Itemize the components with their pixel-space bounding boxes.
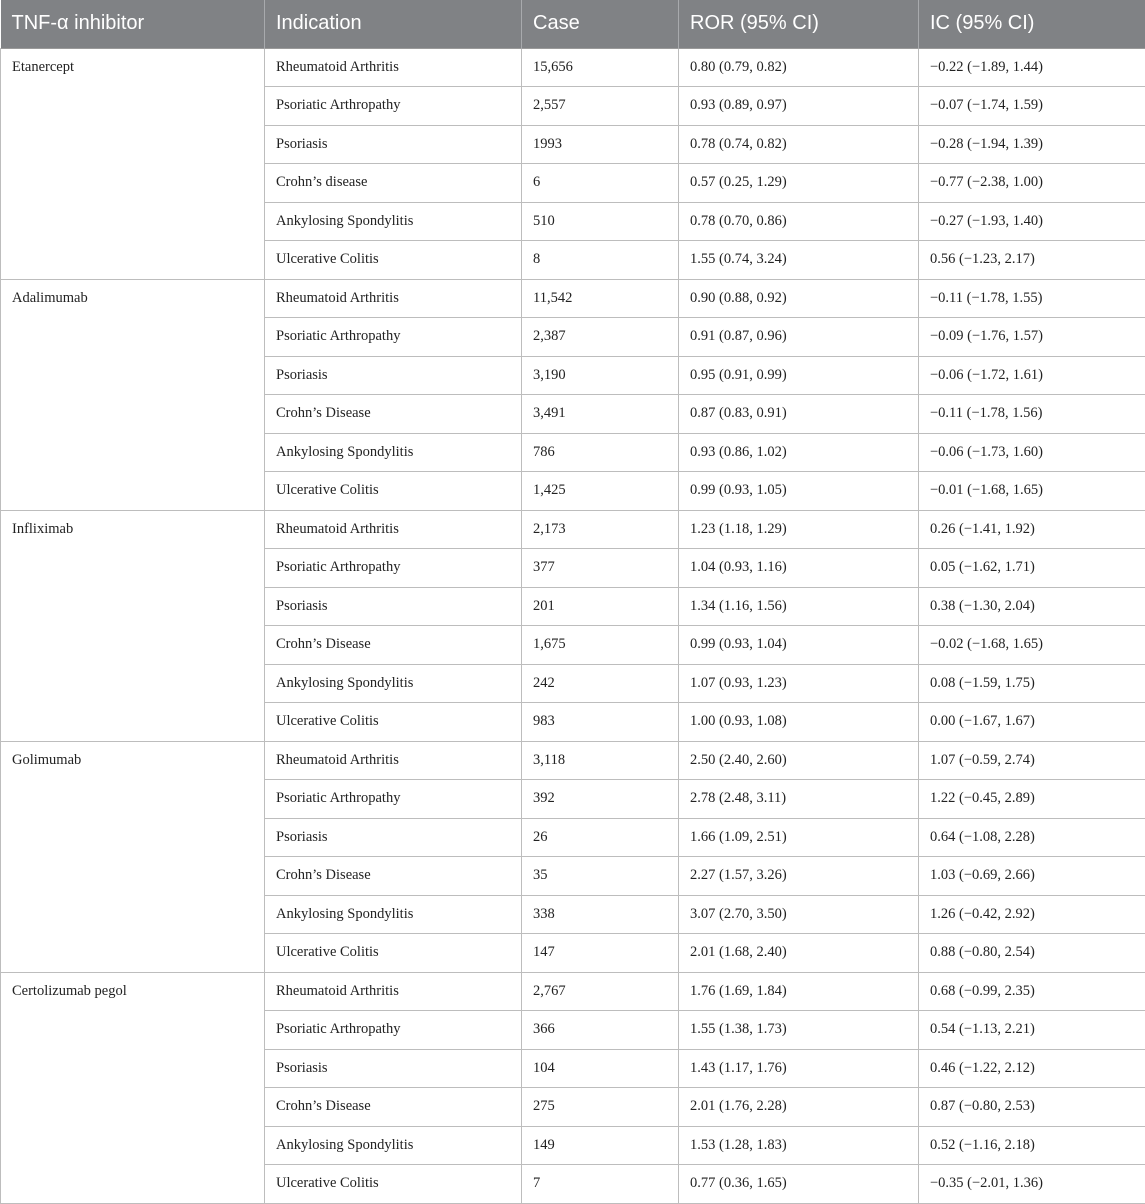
ic-cell: 1.07 (−0.59, 2.74) [919,741,1145,780]
table-row [1,741,1145,780]
ror-cell: 2.01 (1.68, 2.40) [679,934,919,973]
indication-cell: Psoriatic Arthropathy [265,87,522,126]
ic-cell: 0.54 (−1.13, 2.21) [919,1011,1145,1050]
ror-cell: 0.99 (0.93, 1.05) [679,472,919,511]
ic-cell: 0.88 (−0.80, 2.54) [919,934,1145,973]
ror-cell: 1.00 (0.93, 1.08) [679,703,919,742]
ic-cell: 0.08 (−1.59, 1.75) [919,664,1145,703]
ic-cell: −0.77 (−2.38, 1.00) [919,164,1145,203]
ic-cell: 0.38 (−1.30, 2.04) [919,587,1145,626]
indication-cell: Crohn’s Disease [265,626,522,665]
indication-cell: Crohn’s disease [265,164,522,203]
indication-cell: Rheumatoid Arthritis [265,510,522,549]
case-cell: 1,425 [522,472,679,511]
case-cell: 3,118 [522,741,679,780]
indication-cell: Ankylosing Spondylitis [265,664,522,703]
ic-cell: −0.07 (−1.74, 1.59) [919,87,1145,126]
ic-cell: −0.22 (−1.89, 1.44) [919,48,1145,87]
case-cell: 392 [522,780,679,819]
indication-cell: Ulcerative Colitis [265,934,522,973]
case-cell: 242 [522,664,679,703]
ror-cell: 2.01 (1.76, 2.28) [679,1088,919,1127]
case-cell: 983 [522,703,679,742]
indication-cell: Rheumatoid Arthritis [265,279,522,318]
drug-name-cell: Certolizumab pegol [1,972,265,1203]
case-cell: 1,675 [522,626,679,665]
ic-cell: −0.28 (−1.94, 1.39) [919,125,1145,164]
ror-cell: 1.34 (1.16, 1.56) [679,587,919,626]
indication-cell: Crohn’s Disease [265,1088,522,1127]
ror-cell: 2.27 (1.57, 3.26) [679,857,919,896]
ror-cell: 1.07 (0.93, 1.23) [679,664,919,703]
ror-cell: 1.43 (1.17, 1.76) [679,1049,919,1088]
indication-cell: Ankylosing Spondylitis [265,1126,522,1165]
table-body [1,48,1145,1203]
ror-cell: 0.95 (0.91, 0.99) [679,356,919,395]
drug-name-cell: Infliximab [1,510,265,741]
case-cell: 510 [522,202,679,241]
ror-cell: 0.93 (0.86, 1.02) [679,433,919,472]
case-cell: 2,767 [522,972,679,1011]
ic-cell: −0.11 (−1.78, 1.55) [919,279,1145,318]
case-cell: 26 [522,818,679,857]
case-cell: 786 [522,433,679,472]
ror-cell: 0.78 (0.74, 0.82) [679,125,919,164]
ror-cell: 0.87 (0.83, 0.91) [679,395,919,434]
case-cell: 1993 [522,125,679,164]
drug-name-cell: Etanercept [1,48,265,279]
ror-cell: 0.78 (0.70, 0.86) [679,202,919,241]
case-cell: 338 [522,895,679,934]
case-cell: 2,387 [522,318,679,357]
indication-cell: Ulcerative Colitis [265,703,522,742]
table-row [1,510,1145,549]
header-case: Case [522,0,679,48]
ror-cell: 0.57 (0.25, 1.29) [679,164,919,203]
header-row [1,0,1145,48]
ror-cell: 0.80 (0.79, 0.82) [679,48,919,87]
ic-cell: −0.09 (−1.76, 1.57) [919,318,1145,357]
ic-cell: −0.06 (−1.72, 1.61) [919,356,1145,395]
ic-cell: 0.00 (−1.67, 1.67) [919,703,1145,742]
case-cell: 147 [522,934,679,973]
ror-cell: 0.90 (0.88, 0.92) [679,279,919,318]
ror-cell: 1.55 (1.38, 1.73) [679,1011,919,1050]
case-cell: 377 [522,549,679,588]
ror-cell: 0.99 (0.93, 1.04) [679,626,919,665]
ror-cell: 2.78 (2.48, 3.11) [679,780,919,819]
case-cell: 3,190 [522,356,679,395]
ic-cell: −0.02 (−1.68, 1.65) [919,626,1145,665]
table-row [1,279,1145,318]
drug-name-cell: Golimumab [1,741,265,972]
indication-cell: Psoriatic Arthropathy [265,780,522,819]
header-ror: ROR (95% CI) [679,0,919,48]
case-cell: 7 [522,1165,679,1204]
case-cell: 3,491 [522,395,679,434]
ic-cell: 1.26 (−0.42, 2.92) [919,895,1145,934]
case-cell: 275 [522,1088,679,1127]
case-cell: 201 [522,587,679,626]
indication-cell: Psoriatic Arthropathy [265,318,522,357]
ic-cell: 0.68 (−0.99, 2.35) [919,972,1145,1011]
indication-cell: Ankylosing Spondylitis [265,433,522,472]
ror-cell: 1.53 (1.28, 1.83) [679,1126,919,1165]
ic-cell: −0.11 (−1.78, 1.56) [919,395,1145,434]
case-cell: 104 [522,1049,679,1088]
table-row [1,48,1145,87]
ror-cell: 1.23 (1.18, 1.29) [679,510,919,549]
case-cell: 366 [522,1011,679,1050]
case-cell: 6 [522,164,679,203]
indication-cell: Ulcerative Colitis [265,1165,522,1204]
indication-cell: Ankylosing Spondylitis [265,895,522,934]
case-cell: 149 [522,1126,679,1165]
ic-cell: 0.26 (−1.41, 1.92) [919,510,1145,549]
ic-cell: −0.27 (−1.93, 1.40) [919,202,1145,241]
indication-cell: Ulcerative Colitis [265,241,522,280]
ic-cell: 1.22 (−0.45, 2.89) [919,780,1145,819]
ror-cell: 1.55 (0.74, 3.24) [679,241,919,280]
indication-cell: Ankylosing Spondylitis [265,202,522,241]
case-cell: 8 [522,241,679,280]
ror-cell: 2.50 (2.40, 2.60) [679,741,919,780]
indication-cell: Rheumatoid Arthritis [265,972,522,1011]
ic-cell: 0.05 (−1.62, 1.71) [919,549,1145,588]
case-cell: 2,173 [522,510,679,549]
ror-cell: 3.07 (2.70, 3.50) [679,895,919,934]
ic-cell: 0.46 (−1.22, 2.12) [919,1049,1145,1088]
indication-cell: Psoriasis [265,1049,522,1088]
table-row [1,972,1145,1011]
indication-cell: Psoriatic Arthropathy [265,1011,522,1050]
ic-cell: −0.01 (−1.68, 1.65) [919,472,1145,511]
ror-cell: 1.76 (1.69, 1.84) [679,972,919,1011]
indication-cell: Crohn’s Disease [265,395,522,434]
case-cell: 2,557 [522,87,679,126]
ic-cell: 0.64 (−1.08, 2.28) [919,818,1145,857]
indication-cell: Psoriasis [265,125,522,164]
ic-cell: 0.56 (−1.23, 2.17) [919,241,1145,280]
indication-cell: Rheumatoid Arthritis [265,48,522,87]
table-header [1,0,1145,48]
header-tnf-inhibitor: TNF-α inhibitor [1,0,265,48]
indication-cell: Psoriasis [265,356,522,395]
ic-cell: −0.06 (−1.73, 1.60) [919,433,1145,472]
case-cell: 11,542 [522,279,679,318]
ror-cell: 0.91 (0.87, 0.96) [679,318,919,357]
ic-cell: 0.52 (−1.16, 2.18) [919,1126,1145,1165]
case-cell: 35 [522,857,679,896]
indication-cell: Ulcerative Colitis [265,472,522,511]
ic-cell: 0.87 (−0.80, 2.53) [919,1088,1145,1127]
indication-cell: Rheumatoid Arthritis [265,741,522,780]
header-indication: Indication [265,0,522,48]
drug-name-cell: Adalimumab [1,279,265,510]
indication-cell: Psoriasis [265,587,522,626]
case-cell: 15,656 [522,48,679,87]
ror-cell: 0.77 (0.36, 1.65) [679,1165,919,1204]
ror-cell: 1.66 (1.09, 2.51) [679,818,919,857]
indication-cell: Psoriatic Arthropathy [265,549,522,588]
ic-cell: 1.03 (−0.69, 2.66) [919,857,1145,896]
ic-cell: −0.35 (−2.01, 1.36) [919,1165,1145,1204]
ror-cell: 0.93 (0.89, 0.97) [679,87,919,126]
header-ic: IC (95% CI) [919,0,1145,48]
ror-cell: 1.04 (0.93, 1.16) [679,549,919,588]
indication-cell: Psoriasis [265,818,522,857]
indication-cell: Crohn’s Disease [265,857,522,896]
